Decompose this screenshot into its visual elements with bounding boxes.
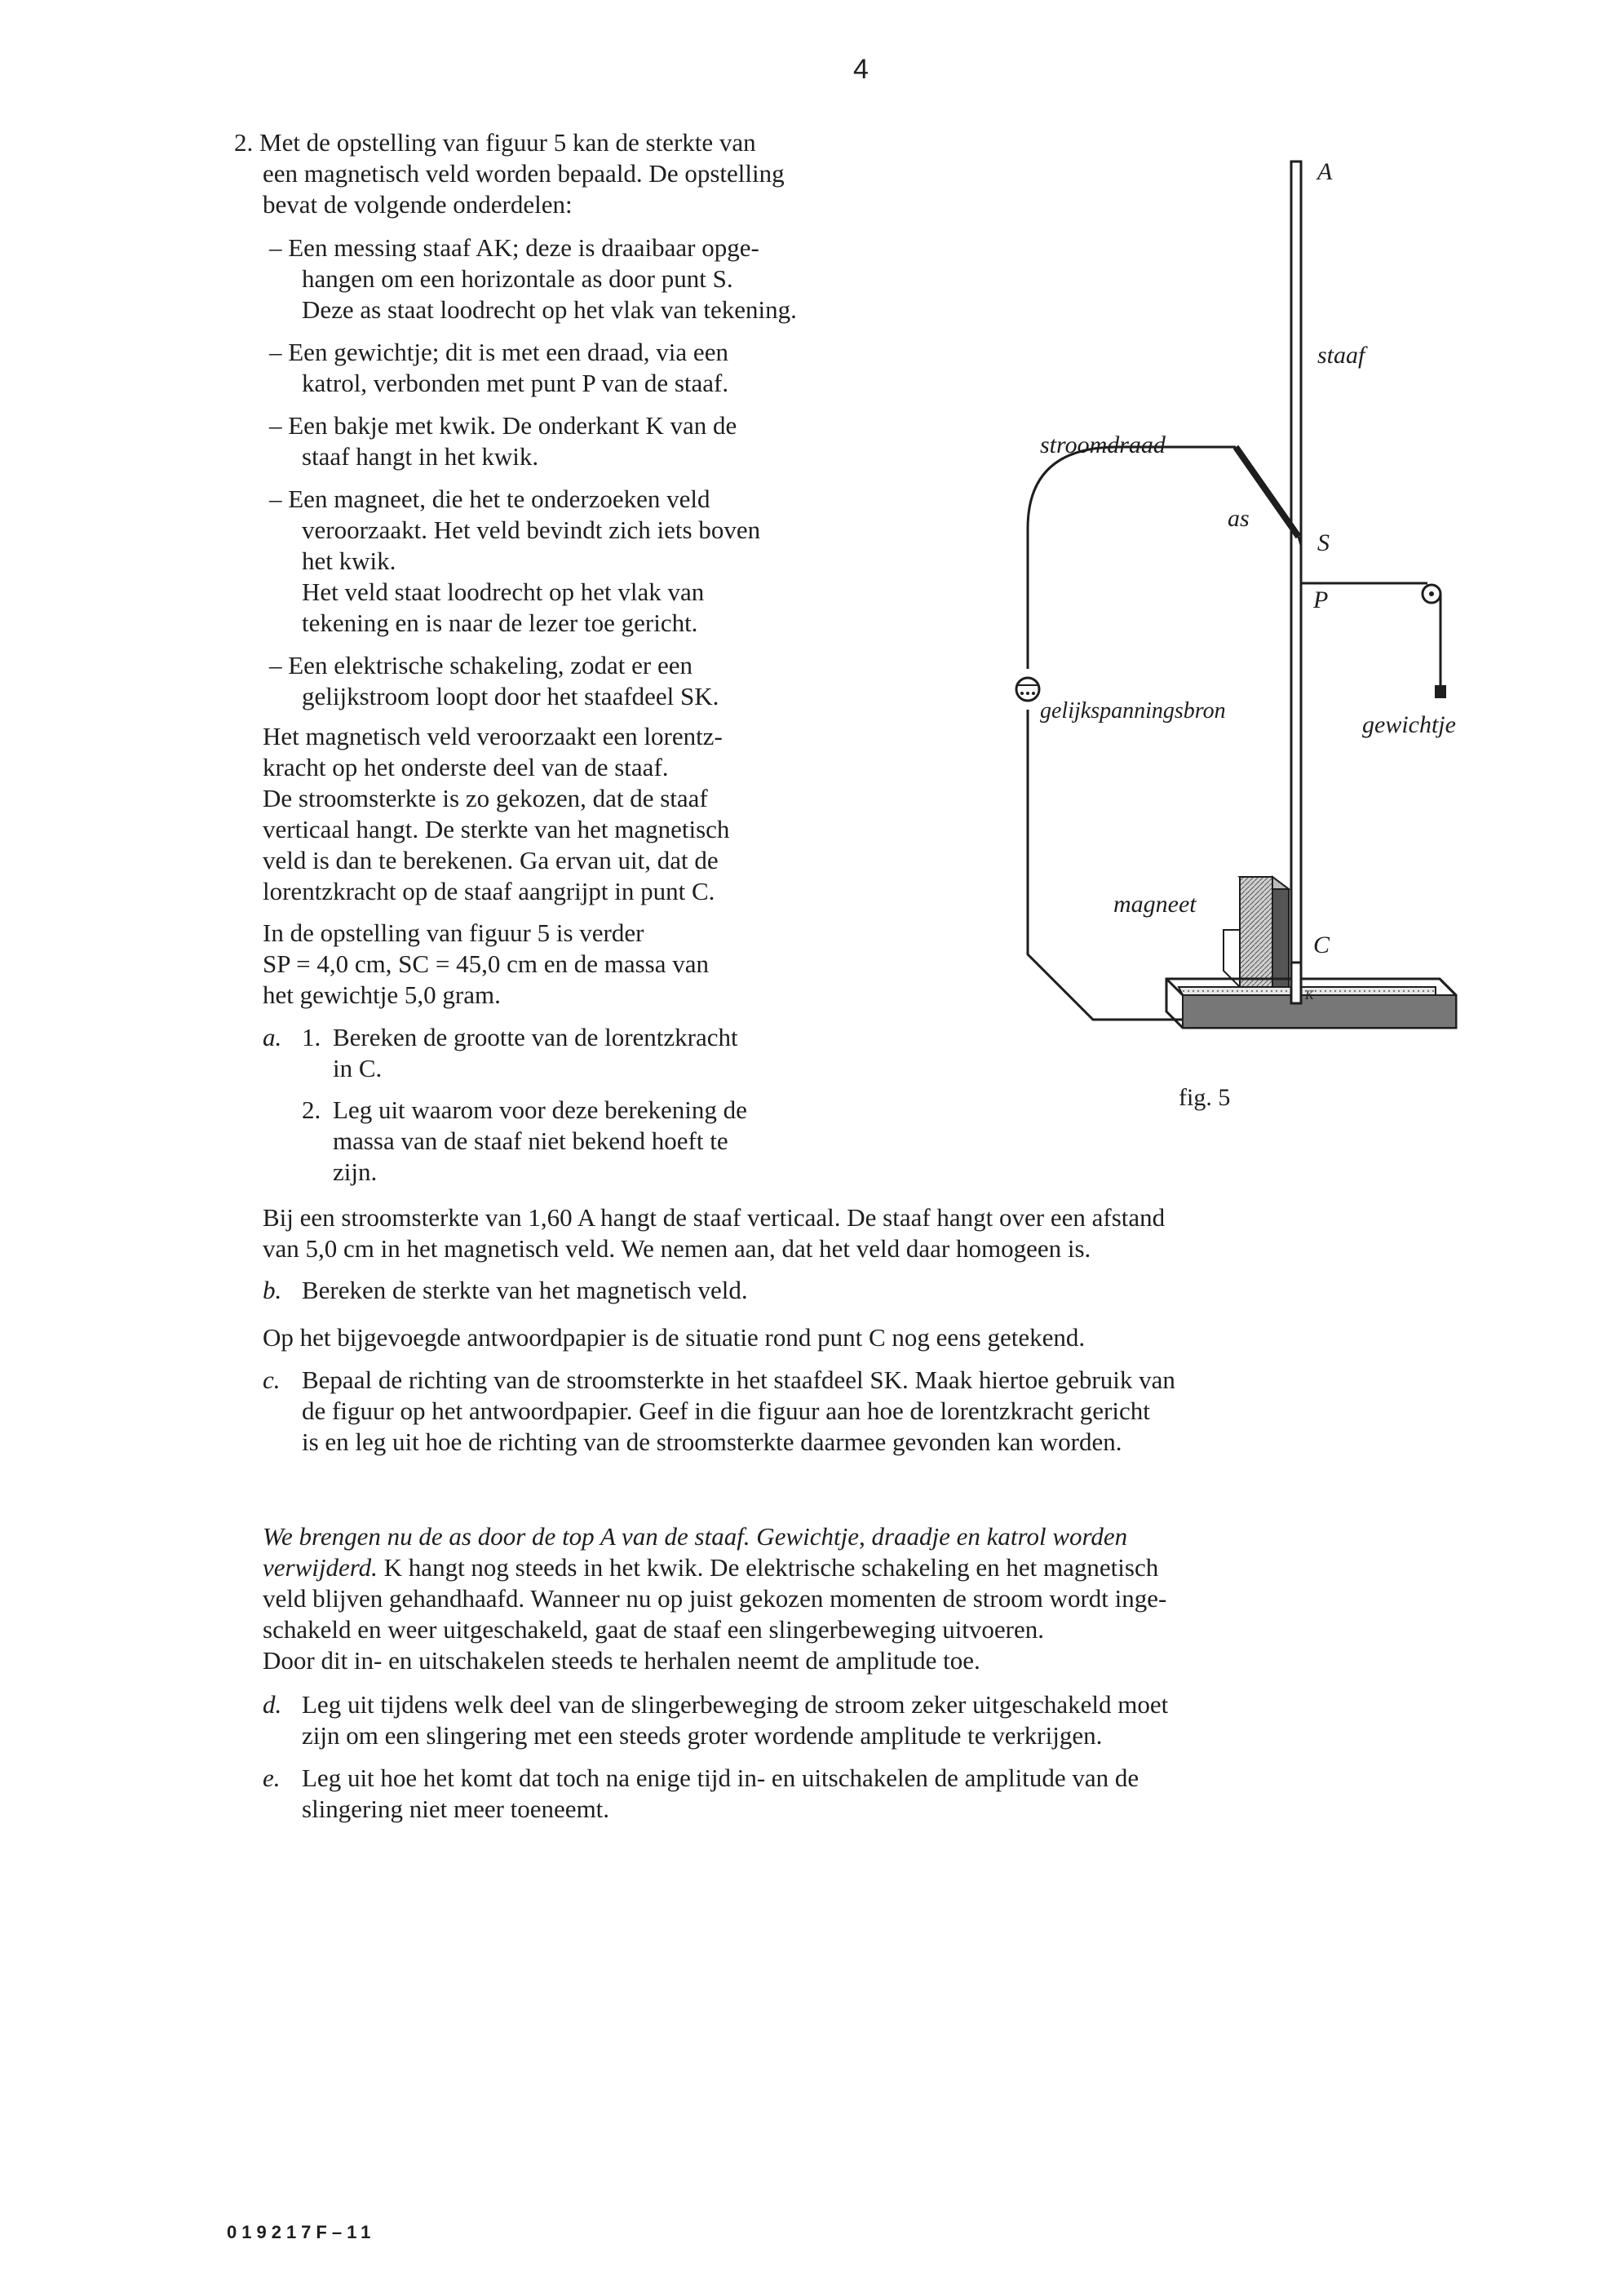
question-a2-line: massa van de staaf niet bekend hoeft te	[333, 1126, 728, 1155]
part-line: – Een elektrische schakeling, zodat er een	[269, 651, 693, 679]
part-line: Deze as staat loodrecht op het vlak van tekening.	[302, 295, 797, 324]
question-a1-number: 1.	[302, 1023, 321, 1051]
pendulum-line-rest: K hangt nog steeds in het kwik. De elektrische schakeling en het magnetisch	[377, 1553, 1159, 1582]
label-C: C	[1313, 932, 1330, 958]
question-a2-number: 2.	[302, 1095, 321, 1124]
intro-line: bevat de volgende onderdelen:	[263, 190, 573, 219]
question-b-text: Bereken de sterkte van het magnetisch veld.	[302, 1276, 748, 1304]
current-line: van 5,0 cm in het magnetisch veld. We nemen aan, dat het veld daar homogeen is.	[263, 1234, 1091, 1263]
question-d-line: zijn om een slingering met een steeds groter wordende amplitude te verkrijgen.	[302, 1721, 1103, 1750]
label-gewichtje: gewichtje	[1362, 711, 1456, 738]
current-line: Bij een stroomsterkte van 1,60 A hangt de staaf verticaal. De staaf hangt over een afstand	[263, 1203, 1166, 1232]
question-e-line: slingering niet meer toeneemt.	[302, 1795, 610, 1823]
question-a1-line: Bereken de grootte van de lorentzkracht	[333, 1023, 738, 1051]
label-P: P	[1313, 586, 1329, 613]
question-a2-line: zijn.	[333, 1157, 378, 1186]
label-S: S	[1317, 529, 1330, 556]
pendulum-line: Door dit in- en uitschakelen steeds te herhalen neemt de amplitude toe.	[263, 1646, 980, 1675]
question-c-label: c.	[263, 1365, 281, 1394]
force-line: Het magnetisch veld veroorzaakt een lorentz-	[263, 722, 723, 750]
question-e-line: Leg uit hoe het komt dat toch na enige tijd in- en uitschakelen de amplitude van de	[302, 1764, 1139, 1792]
label-magneet: magneet	[1113, 891, 1197, 918]
given-line: SP = 4,0 cm, SC = 45,0 cm en de massa van	[263, 949, 709, 978]
given-line: het gewichtje 5,0 gram.	[263, 980, 501, 1009]
question-c-line: Bepaal de richting van de stroomsterkte in het staafdeel SK. Maak hiertoe gebruik van	[302, 1365, 1175, 1394]
force-line: verticaal hangt. De sterkte van het magnetisch	[263, 815, 730, 843]
force-line: De stroomsterkte is zo gekozen, dat de staaf	[263, 784, 708, 812]
part-line: katrol, verbonden met punt P van de staaf.	[302, 369, 729, 397]
pendulum-line: veld blijven gehandhaafd. Wanneer nu op juist gekozen momenten de stroom wordt inge-	[263, 1584, 1167, 1613]
intro-line: 2. Met de opstelling van figuur 5 kan de sterkte van	[234, 128, 756, 157]
force-line: veld is dan te berekenen. Ga ervan uit, dat de	[263, 846, 719, 874]
force-line: kracht op het onderste deel van de staaf.	[263, 753, 669, 781]
question-d-line: Leg uit tijdens welk deel van de slingerbeweging de stroom zeker uitgeschakeld moet	[302, 1690, 1169, 1719]
question-d-label: d.	[263, 1690, 282, 1719]
pendulum-line: schakeld en weer uitgeschakeld, gaat de staaf een slingerbeweging uitvoeren.	[263, 1615, 1045, 1644]
part-line: het kwik.	[302, 547, 396, 575]
label-A: A	[1317, 158, 1333, 185]
label-K: K	[1305, 989, 1314, 1002]
part-line: hangen om een horizontale as door punt S.	[302, 264, 733, 293]
answer-sheet-line: Op het bijgevoegde antwoordpapier is de situatie rond punt C nog eens getekend.	[263, 1323, 1086, 1352]
question-b-label: b.	[263, 1276, 282, 1304]
given-line: In de opstelling van figuur 5 is verder	[263, 918, 644, 947]
question-e-label: e.	[263, 1764, 281, 1792]
weight-gewichtje	[1435, 685, 1446, 698]
label-staaf: staaf	[1317, 342, 1365, 369]
question-a1-line: in C.	[333, 1054, 383, 1082]
figure-5	[995, 147, 1550, 1142]
part-line: – Een bakje met kwik. De onderkant K van de	[269, 411, 737, 440]
part-line: veroorzaakt. Het veld bevindt zich iets boven	[302, 516, 761, 544]
question-a2-line: Leg uit waarom voor deze berekening de	[333, 1095, 747, 1124]
pendulum-line	[263, 1552, 1158, 1583]
rod-staaf	[1291, 162, 1301, 1003]
part-line: staaf hangt in het kwik.	[302, 442, 539, 471]
pendulum-italic-end: verwijderd.	[263, 1553, 378, 1582]
pendulum-italic-line: We brengen nu de as door de top A van de staaf. Gewichtje, draadje en katrol worden	[263, 1522, 1128, 1551]
question-a-label: a.	[263, 1023, 282, 1051]
figure-caption: fig. 5	[1179, 1084, 1231, 1111]
mercury-tray	[1166, 979, 1456, 1028]
part-line: Het veld staat loodrecht op het vlak van	[302, 578, 705, 606]
force-line: lorentzkracht op de staaf aangrijpt in punt C.	[263, 877, 715, 905]
page-number: 4	[853, 54, 869, 85]
dc-source-icon	[1016, 678, 1039, 701]
question-c-line: is en leg uit hoe de richting van de stroomsterkte daarmee gevonden kan worden.	[302, 1427, 1122, 1456]
part-line: – Een gewichtje; dit is met een draad, via een	[269, 338, 728, 366]
question-c-line: de figuur op het antwoordpapier. Geef in die figuur aan hoe de lorentzkracht gericht	[302, 1396, 1150, 1425]
footer-code: 019217F–11	[227, 2222, 376, 2242]
label-gelijkspanningsbron: gelijkspanningsbron	[1040, 698, 1226, 724]
part-line: tekening en is naar de lezer toe gericht.	[302, 609, 698, 637]
label-stroomdraad: stroomdraad	[1040, 431, 1166, 458]
label-as: as	[1228, 505, 1250, 532]
part-line: – Een messing staaf AK; deze is draaibaar opge-	[269, 233, 759, 262]
intro-line: een magnetisch veld worden bepaald. De opstelling	[263, 159, 785, 188]
part-line: gelijkstroom loopt door het staafdeel SK.	[302, 682, 719, 710]
part-line: – Een magneet, die het te onderzoeken veld	[269, 485, 710, 513]
magnet-icon	[1224, 877, 1289, 999]
